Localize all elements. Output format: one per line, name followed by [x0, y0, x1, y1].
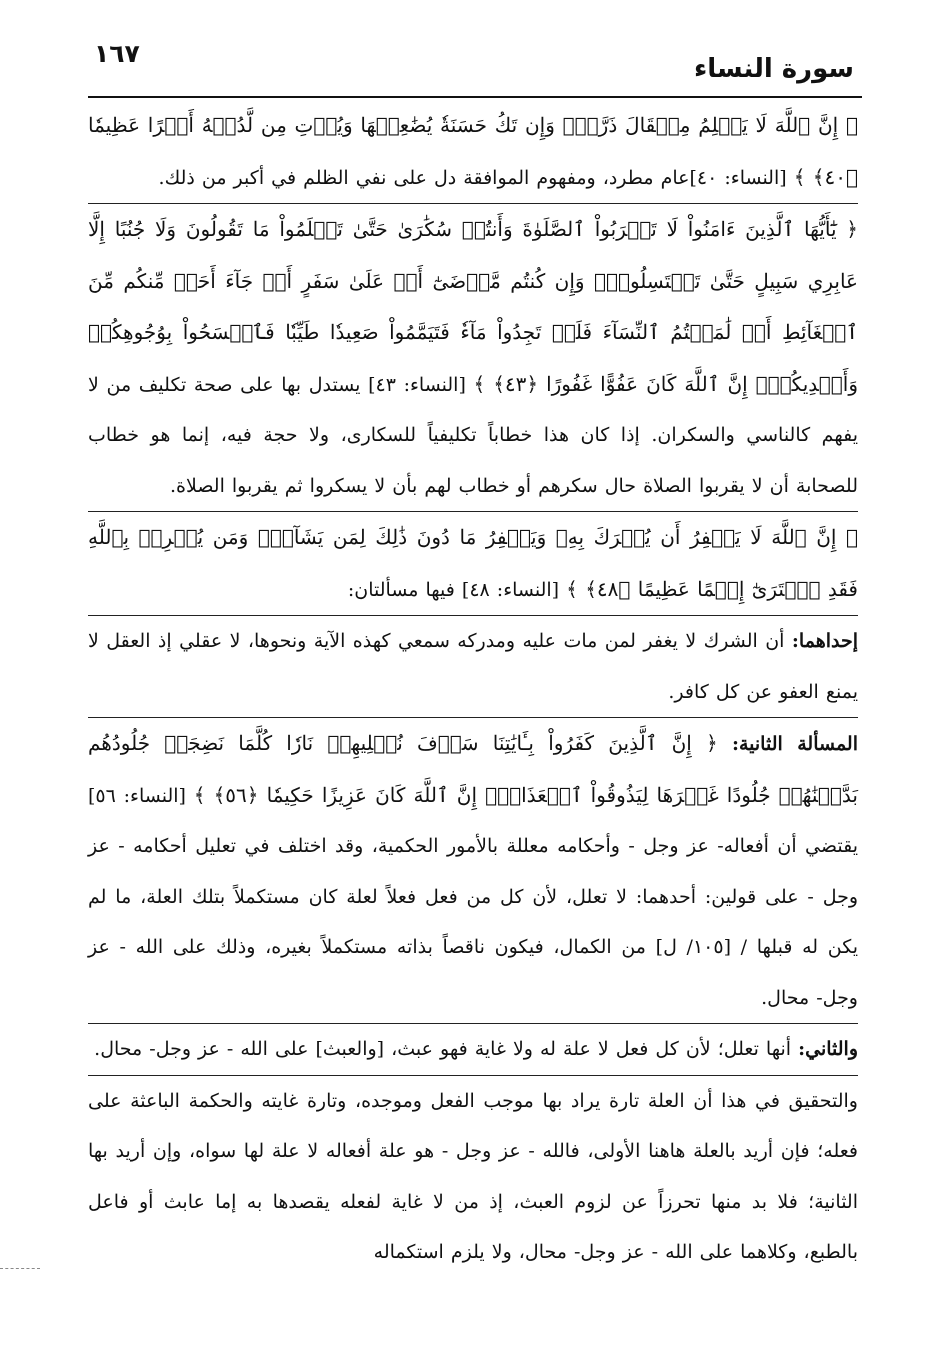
scan-margin-mark	[0, 1268, 40, 1269]
quran-verse: ﴿ إِنَّ ٱللَّهَ لَا يَظۡلِمُ مِثۡقَالَ ذَرَّةٖۖ وَإِن تَكُ حَسَنَةٗ يُضَٰعِفۡهَا وَيُؤۡتِ مِن لَّدُنۡهُ أَجۡرًا عَظِيمٗا ﴿٤٠﴾ ﴾	[88, 113, 858, 189]
issue-heading: المسألة الثانية:	[731, 733, 858, 755]
commentary-text: أن الشرك لا يغفر لمن مات عليه ومدركه سمعي كهذه الآية ونحوها، لا عقلي إذ العقل لا يمنع العفو عن كل كافر.	[88, 630, 858, 703]
issue-heading: والثاني:	[798, 1038, 858, 1060]
quran-verse: ﴿ إِنَّ ٱلَّذِينَ كَفَرُواْ بِـَٔايَٰتِنَا سَوۡفَ نُصۡلِيهِمۡ نَارٗا كُلَّمَا نَضِجَتۡ جُلُودُهُم بَدَّلۡنَٰهُمۡ جُلُودًا غَيۡرَهَا لِيَذُوقُواْ ٱلۡعَذَابَۗ إِنَّ ٱللَّهَ كَانَ عَزِيزًا حَكِيمٗا ﴿٥٦﴾ ﴾	[88, 731, 858, 807]
commentary-text: فيها مسألتان:	[347, 578, 462, 601]
commentary-text: يستدل بها على صحة تكليف من لا يفهم كالناسي والسكران. إذا كان هذا خطاباً تكليفياً للسكارى، ولا حجة فيه، إنما هو خطاب للصحابة أن لا يقربوا الصلاة حال سكرهم أو خطاب لهم بأن لا يسكروا ثم يقربوا الصلاة.	[88, 373, 858, 497]
page-body	[88, 100, 858, 1278]
verse-reference: [النساء: ٤٣]	[368, 373, 474, 396]
paragraph-3	[88, 511, 858, 615]
paragraph-1	[88, 100, 858, 203]
quran-verse: ﴿ يَٰٓأَيُّهَا ٱلَّذِينَ ءَامَنُواْ لَا تَقۡرَبُواْ ٱلصَّلَوٰةَ وَأَنتُمۡ سُكَٰرَىٰ حَتَّىٰ تَعۡلَمُواْ مَا تَقُولُونَ وَلَا جُنُبًا إِلَّا عَابِرِي سَبِيلٍ حَتَّىٰ تَغۡتَسِلُواْۚ وَإِن كُنتُم مَّرۡضَىٰٓ أَوۡ عَلَىٰ سَفَرٍ أَوۡ جَآءَ أَحَدٞ مِّنكُم مِّنَ ٱلۡغَآئِطِ أَوۡ لَٰمَسۡتُمُ ٱلنِّسَآءَ فَلَمۡ تَجِدُواْ مَآءٗ فَتَيَمَّمُواْ صَعِيدٗا طَيِّبٗا فَٱمۡسَحُواْ بِوُجُوهِكُمۡ وَأَيۡدِيكُمۡۗ إِنَّ ٱللَّهَ كَانَ عَفُوًّا غَفُورًا ﴿٤٣﴾ ﴾	[88, 217, 858, 396]
commentary-text: أنها تعلل؛ لأن كل فعل لا علة له ولا غاية فهو عبث، [والعبث] على الله - عز وجل- محال.	[94, 1038, 799, 1060]
commentary-text: والتحقيق في هذا أن العلة تارة يراد بها موجب الفعل وموجده، وتارة غايته والحكمة الباعثة على فعله؛ فإن أريد بالعلة هاهنا الأولى، فالله - عز وجل - هو علة أفعاله لا علة لها سواه، وإن أريد بها الثانية؛ فلا بد منها تحرزاً عن لزوم العبث، إذ من لا غاية لفعله يقصدها به إما عابث أو فاعل بالطبع، وكلاهما على الله - عز وجل- محال، ولا يلزم استكماله	[88, 1089, 858, 1263]
verse-reference: [النساء: ٤٠]	[689, 166, 794, 189]
commentary-text: عام مطرد، ومفهوم الموافقة دل على نفي الظلم في أكبر من ذلك.	[158, 166, 690, 189]
issue-heading: إحداهما:	[791, 630, 858, 652]
quran-verse: ﴿ إِنَّ ٱللَّهَ لَا يَغۡفِرُ أَن يُشۡرَكَ بِهِۦ وَيَغۡفِرُ مَا دُونَ ذَٰلِكَ لِمَن يَشَآءُۚ وَمَن يُشۡرِكۡ بِٱللَّهِ فَقَدِ ٱفۡتَرَىٰٓ إِثۡمًا عَظِيمًا ﴿٤٨﴾ ﴾	[88, 525, 858, 601]
page-number: ١٦٧	[94, 39, 140, 68]
verse-reference: [النساء: ٤٨]	[461, 578, 567, 601]
commentary-text: يقتضي أن أفعاله- عز وجل - وأحكامه معللة بالأمور الحكمية، وقد اختلف في تعليل أحكامه - عز وجل - على قولين: أحدهما: لا تعلل، لأن كل من فعل فعلاً لعلة كان مستكملاً بتلك العلة، ما لم يكن له قبلها / [١٠٥/ ل] من الكمال، فيكون ناقصاً بذاته مستكملاً بغيره، وذلك على الله - عز وجل- محال.	[88, 835, 859, 1009]
paragraph-5	[88, 717, 858, 1023]
paragraph-6	[88, 1023, 858, 1075]
header-rule	[88, 96, 862, 98]
verse-reference: [النساء: ٥٦]	[88, 784, 194, 807]
running-title: سورة النساء	[693, 54, 854, 84]
paragraph-2	[88, 203, 858, 511]
page-header	[88, 32, 854, 92]
paragraph-7	[88, 1075, 858, 1278]
paragraph-4	[88, 615, 858, 717]
